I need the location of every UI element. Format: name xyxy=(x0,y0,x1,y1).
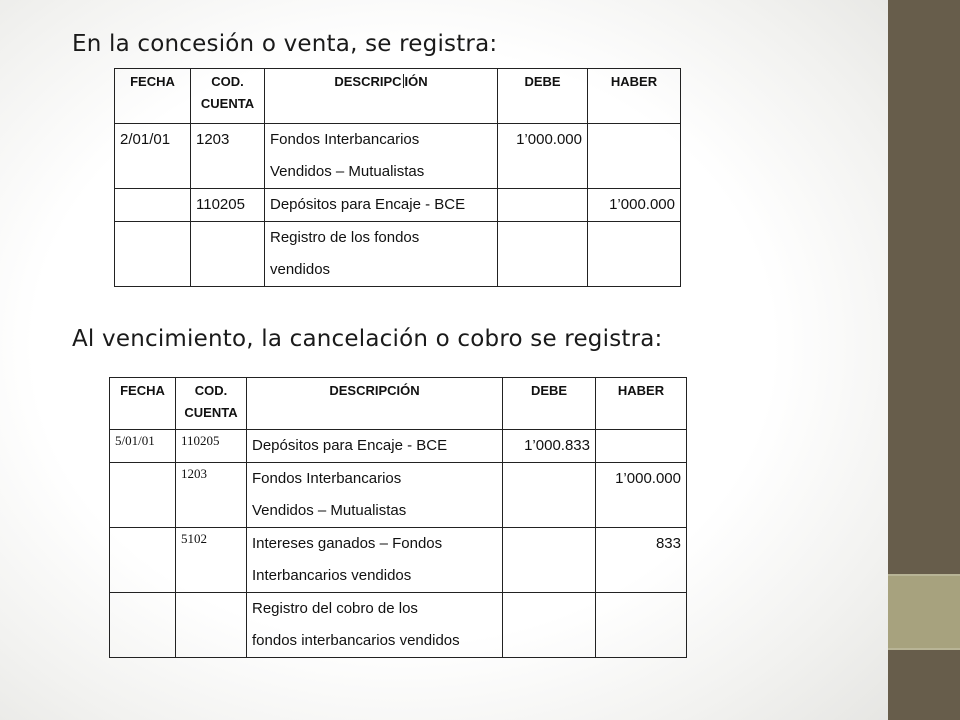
cell-haber: 833 xyxy=(596,528,687,593)
cell-fecha xyxy=(110,528,176,593)
cell-debe xyxy=(503,463,596,528)
cell-haber xyxy=(588,124,681,189)
table-row xyxy=(110,430,687,463)
header-descripcion-part2: IÓN xyxy=(404,74,428,89)
cell-cod: 1203 xyxy=(176,463,247,528)
descripcion-line: vendidos xyxy=(270,261,331,278)
heading-vencimiento: Al vencimiento, la cancelación o cobro se registra: xyxy=(72,326,663,352)
cell-descripcion xyxy=(265,124,498,189)
descripcion-line: Intereses ganados – Fondos xyxy=(252,535,443,552)
sidebar-accent-block xyxy=(888,576,960,648)
cell-fecha: 5/01/01 xyxy=(110,430,176,463)
cell-descripcion xyxy=(265,222,498,287)
header-debe: DEBE xyxy=(498,69,588,124)
cell-haber: 1’000.000 xyxy=(588,189,681,222)
cell-cod xyxy=(176,593,247,658)
cell-debe: 1’000.833 xyxy=(503,430,596,463)
cell-debe xyxy=(498,189,588,222)
cell-cod: 110205 xyxy=(176,430,247,463)
sidebar-decoration xyxy=(888,0,960,720)
heading-concesion: En la concesión o venta, se registra: xyxy=(72,31,498,57)
cell-cod: 1203 xyxy=(191,124,265,189)
ledger-table-vencimiento xyxy=(109,377,687,658)
descripcion-line: Vendidos – Mutualistas xyxy=(270,163,425,180)
table-row xyxy=(110,463,687,528)
header-haber: HABER xyxy=(588,69,681,124)
cell-debe xyxy=(498,222,588,287)
cell-descripcion xyxy=(247,528,503,593)
cell-haber xyxy=(588,222,681,287)
descripcion-line: Registro del cobro de los xyxy=(252,600,418,617)
table-row xyxy=(115,222,681,287)
table-row xyxy=(115,189,681,222)
descripcion-line: Interbancarios vendidos xyxy=(252,567,412,584)
cell-debe xyxy=(503,528,596,593)
descripcion-line: Registro de los fondos xyxy=(270,229,420,246)
header-descripcion xyxy=(265,69,498,124)
header-descripcion-part1: DESCRIPC xyxy=(334,74,402,89)
descripcion-line: Vendidos – Mutualistas xyxy=(252,502,407,519)
header-cod: COD. xyxy=(211,74,244,89)
header-fecha: FECHA xyxy=(110,378,176,430)
cell-debe: 1’000.000 xyxy=(498,124,588,189)
table-row xyxy=(110,528,687,593)
cell-haber xyxy=(596,430,687,463)
descripcion-line: Fondos Interbancarios xyxy=(252,470,402,487)
cell-fecha: 2/01/01 xyxy=(115,124,191,189)
table-row xyxy=(115,124,681,189)
cell-descripcion xyxy=(247,593,503,658)
cell-fecha xyxy=(115,222,191,287)
table-header-row xyxy=(115,69,681,124)
header-fecha: FECHA xyxy=(115,69,191,124)
header-cod-cuenta xyxy=(191,69,265,124)
table-header-row xyxy=(110,378,687,430)
cell-haber: 1’000.000 xyxy=(596,463,687,528)
header-cod: COD. xyxy=(194,383,228,398)
cell-cod: 110205 xyxy=(191,189,265,222)
header-cuenta: CUENTA xyxy=(200,96,255,111)
cell-fecha xyxy=(115,189,191,222)
header-debe: DEBE xyxy=(503,378,596,430)
header-cod-cuenta xyxy=(176,378,247,430)
sidebar-divider-bottom xyxy=(888,648,960,650)
header-cuenta: CUENTA xyxy=(184,405,238,420)
cell-haber xyxy=(596,593,687,658)
text-cursor xyxy=(403,74,404,88)
cell-cod xyxy=(191,222,265,287)
cell-cod: 5102 xyxy=(176,528,247,593)
cell-debe xyxy=(503,593,596,658)
header-haber: HABER xyxy=(596,378,687,430)
cell-descripcion: Depósitos para Encaje - BCE xyxy=(265,189,498,222)
cell-fecha xyxy=(110,593,176,658)
descripcion-line: fondos interbancarios vendidos xyxy=(252,632,460,649)
cell-fecha xyxy=(110,463,176,528)
cell-descripcion xyxy=(247,463,503,528)
cell-descripcion: Depósitos para Encaje - BCE xyxy=(247,430,503,463)
ledger-table-concesion xyxy=(114,68,681,287)
header-descripcion: DESCRIPCIÓN xyxy=(247,378,503,430)
descripcion-line: Fondos Interbancarios xyxy=(270,131,420,148)
table-row xyxy=(110,593,687,658)
